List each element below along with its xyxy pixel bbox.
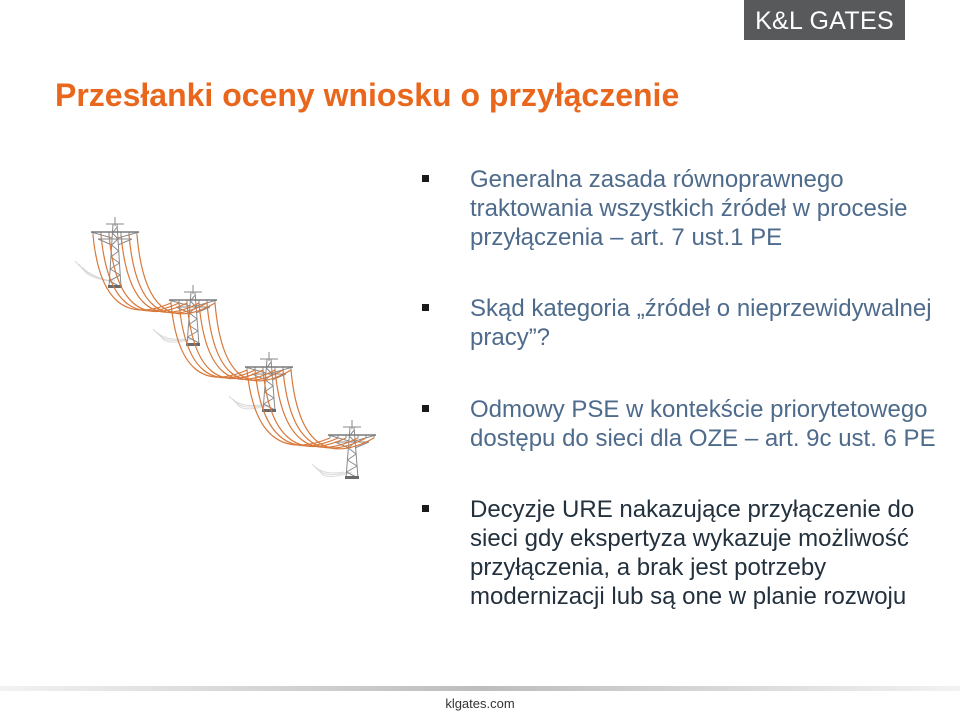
pylon-base — [108, 285, 122, 288]
bullet-text-line: Skąd kategoria „źródeł o nieprzewidywalnej — [470, 295, 932, 322]
bullet-text-line: traktowania wszystkich źródeł w procesie — [470, 195, 908, 222]
pylon-strut — [112, 239, 118, 245]
bullet-text-line: pracy”? — [470, 324, 551, 351]
power-wire — [283, 370, 366, 448]
bullet-square-icon — [422, 505, 429, 512]
bullet-text — [470, 294, 932, 352]
power-wire — [93, 235, 171, 310]
bullet-text — [470, 495, 914, 611]
power-lines-icon — [0, 0, 420, 500]
pylon-strut — [189, 313, 197, 319]
bullet-square-icon — [422, 405, 429, 412]
bullet-text-line: Odmowy PSE w kontekście priorytetowego — [470, 396, 928, 423]
power-wire — [291, 370, 374, 449]
bullet-text-line: modernizacji lub są one w planie rozwoju — [470, 583, 907, 610]
logo-text: K&L GATES — [755, 7, 894, 35]
pylon-base — [345, 476, 359, 479]
bullet-square-icon — [422, 175, 429, 182]
footer-url: klgates.com — [445, 696, 515, 711]
pylon-strut — [346, 466, 357, 472]
pylon-icon — [328, 420, 376, 479]
bullet-text-line: sieci gdy ekspertyza wykazuje możliwość — [470, 525, 909, 552]
pylon-strut — [347, 460, 357, 466]
bullet-text-line: Generalna zasada równoprawnego — [470, 166, 844, 193]
kl-gates-logo — [744, 0, 905, 40]
bullet-square-icon — [422, 304, 429, 311]
pylon-strut — [348, 448, 356, 454]
pylon-strut — [347, 454, 356, 460]
bullet-text-line: Decyzje URE nakazujące przyłączenie do — [470, 496, 915, 523]
bullet-text-line: dostępu do sieci dla OZE – art. 9c ust. 6 PE — [470, 425, 936, 452]
power-wire — [199, 303, 275, 379]
bullet-text-line: przyłączenia, a brak jest potrzeby — [470, 554, 827, 581]
pylon-strut — [112, 245, 119, 251]
pylon-strut — [112, 233, 118, 239]
footer-divider — [0, 686, 960, 691]
bullet-text — [470, 165, 908, 252]
slide-title: Przesłanki oceny wniosku o przyłączenie — [55, 77, 680, 113]
pylon-strut — [265, 380, 273, 386]
bullet-text-line: przyłączenia – art. 7 ust.1 PE — [470, 224, 783, 251]
bullet-text — [470, 395, 936, 453]
